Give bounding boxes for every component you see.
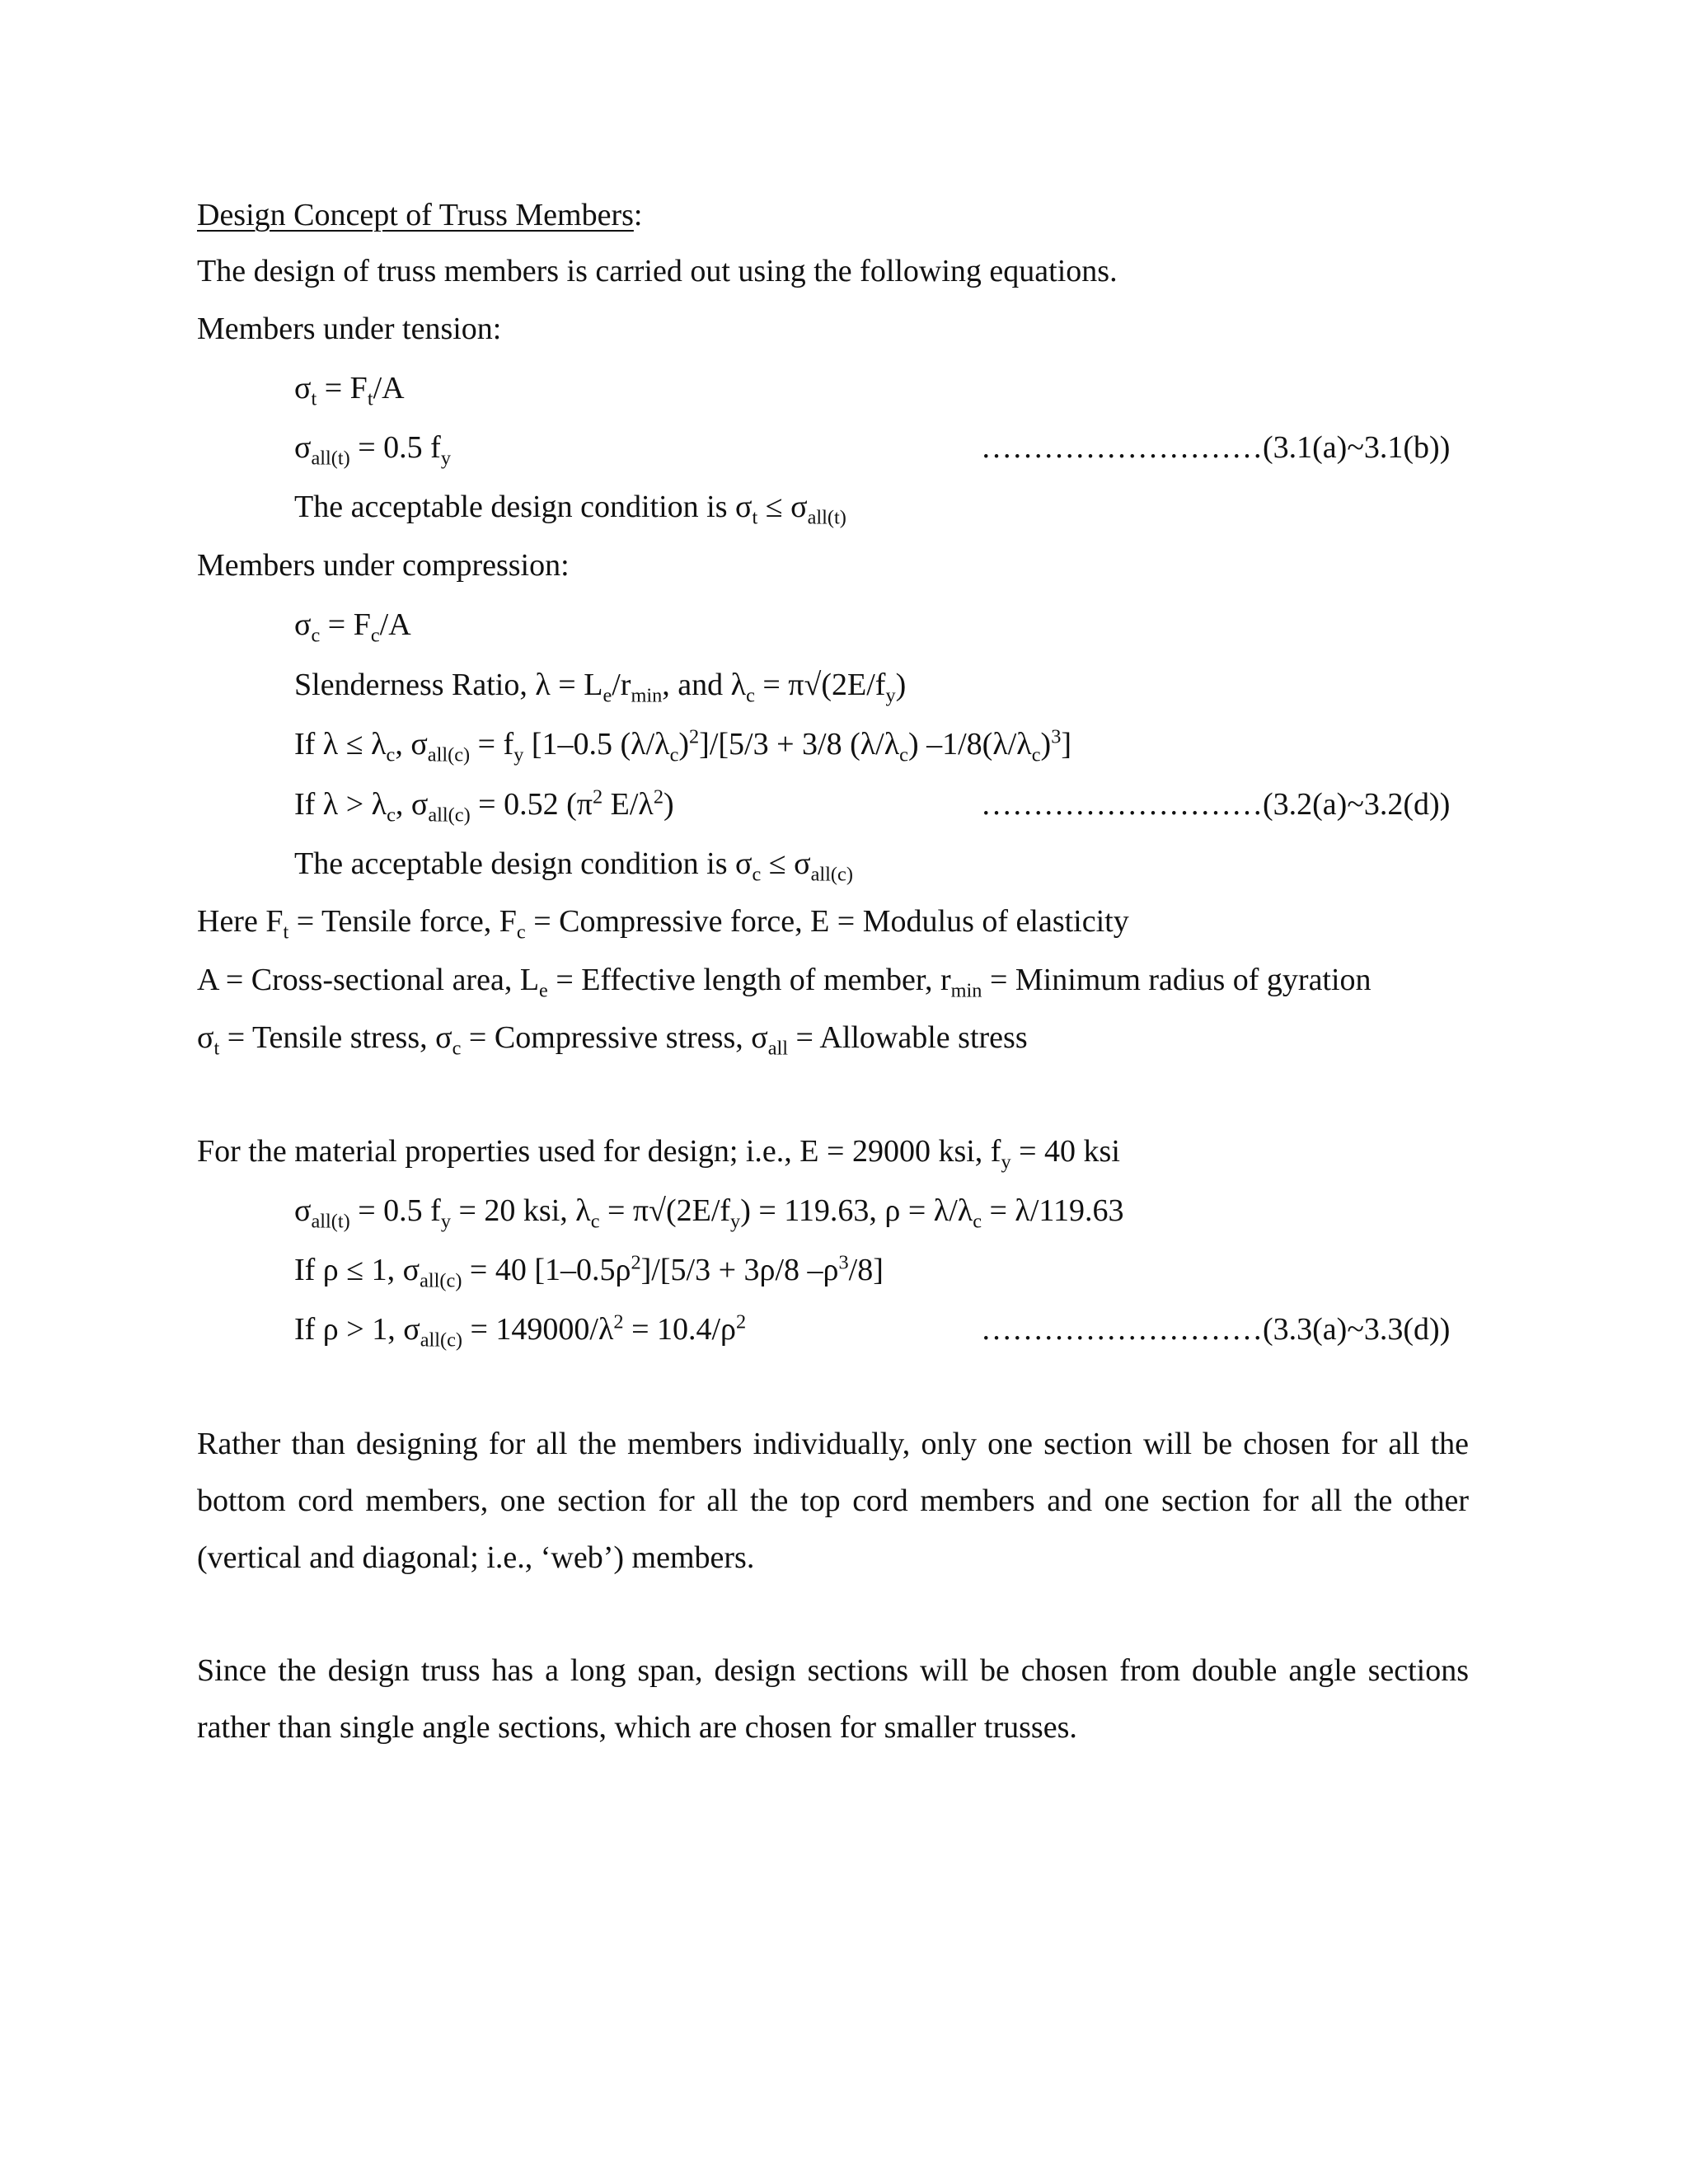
tension-condition-text: The acceptable design condition is xyxy=(294,490,728,524)
definitions-line-3: $\sigma_t$ = Tensile stress, $\sigma_c$ = Compressive stress, $\sigma_{all}$ = Allowable stress xyxy=(197,1020,1028,1060)
material-properties-line: For the material properties used for design; i.e., E = 29000 ksi, $f_y = 40$ ksi xyxy=(197,1134,1120,1174)
tension-condition: The acceptable design condition is $\sigma_t \le \sigma_{all(t)}$ xyxy=(294,490,846,529)
eq-material-short: If ρ ≤ 1, $\sigma_{all(c)} = 40$ $[1-0.5\rho^2]/[5/3 + 3\rho/8$ $-\rho^3/8$] xyxy=(294,1251,884,1292)
equation-number-3-1: ………………………(3.1(a)~3.1(b)) xyxy=(981,430,1451,465)
here-label: Here xyxy=(197,904,258,939)
def-compressive-force: Compressive force xyxy=(559,904,795,939)
equation-number-3-3: ………………………(3.3(a)~3.3(d)) xyxy=(981,1312,1451,1347)
def-effective-length: Effective length of member xyxy=(581,963,925,997)
compression-condition: The acceptable design condition is $\sigma_c \le \sigma_{all(c)}$ xyxy=(294,846,853,886)
definitions-line-1: Here $F_t$ = Tensile force, $F_c$ = Compressive force, E = Modulus of elasticity xyxy=(197,904,1129,944)
slenderness-label: Slenderness Ratio, xyxy=(294,668,528,702)
def-modulus: E = Modulus of elasticity xyxy=(810,904,1129,939)
tension-header: Members under tension: xyxy=(197,312,502,346)
eq-slenderness: Slenderness Ratio, $\lambda = L_e/r_{min}$, and $\lambda_c = \pi√(2E/f_y)$ xyxy=(294,668,907,707)
heading-title: Design Concept of Truss Members xyxy=(197,198,634,232)
def-tensile-stress: Tensile stress xyxy=(252,1020,420,1055)
def-min-radius: Minimum radius of gyration xyxy=(1015,963,1372,997)
compression-condition-text: The acceptable design condition is xyxy=(294,846,728,881)
eq-material-long: If ρ > 1, $\sigma_{all(c)} = 149000/\lambda^2 = 10.4/\rho^2$ ………………………(3.3(a)~3.3(d)) xyxy=(294,1310,1451,1352)
eq-tension-stress: $\sigma_t = F_t/A$ xyxy=(294,371,405,410)
def-area: A = Cross-sectional area xyxy=(197,963,504,997)
compression-header: Members under compression: xyxy=(197,548,570,583)
eq-material-allowable: $\sigma_{all(t)} = 0.5$ $f_y = 20$ ksi, $\lambda_c = \pi√(2E/f_y) = 119.63$, $\rho = \lambda/\lambda_c = \lambda/119.63$ xyxy=(294,1193,1124,1233)
paragraph-section-choice: Rather than designing for all the members individually, only one section will be chosen for all the bottom cord members, one section for all the top cord members and one section for all the other (vertical and diagonal; i.e., ‘web’) members. xyxy=(197,1427,1469,1575)
material-text: For the material properties used for design; i.e., E = 29000 ksi, f xyxy=(197,1134,1001,1169)
eq-tension-allowable: $\sigma_{all(t)} = 0.5$ $f_y$ ………………………(3.1(a)~3.1(b)) xyxy=(294,430,1451,470)
eq-compression-allowable-short: If $\lambda \le \lambda_c$, $\sigma_{all(c)} = f_y$ [1–0.5 $(\lambda/\lambda_c)^2]/[5/3 + 3/8$ $(\lambda/\lambda_c)$ $-1/8(\lambda/\lambda_c)^3$] xyxy=(294,725,1071,766)
eq-compression-stress: $\sigma_c = F_c/A$ xyxy=(294,607,411,647)
section-heading xyxy=(0,196,1688,234)
def-allowable-stress: Allowable stress xyxy=(819,1020,1028,1055)
definitions-line-2: A = Cross-sectional area, $L_e$ = Effective length of member, $r_{min}$ = Minimum radius of gyration xyxy=(197,963,1372,1002)
def-compressive-stress: Compressive stress xyxy=(494,1020,736,1055)
intro-line: The design of truss members is carried out using the following equations. xyxy=(197,254,1118,288)
eq-compression-allowable-long: If $\lambda > \lambda_c$, $\sigma_{all(c)} = 0.52$ ($\pi^2$ $E/\lambda^2$) ………………………(3.2(a)~3.2(d)) xyxy=(294,785,1451,827)
heading-colon: : xyxy=(633,198,643,232)
equation-number-3-2: ………………………(3.2(a)~3.2(d)) xyxy=(981,787,1451,822)
paragraph-double-angle: Since the design truss has a long span, design sections will be chosen from double angle sections rather than single angle sections, which are chosen for smaller trusses. xyxy=(197,1653,1469,1745)
def-tensile-force: Tensile force xyxy=(321,904,484,939)
